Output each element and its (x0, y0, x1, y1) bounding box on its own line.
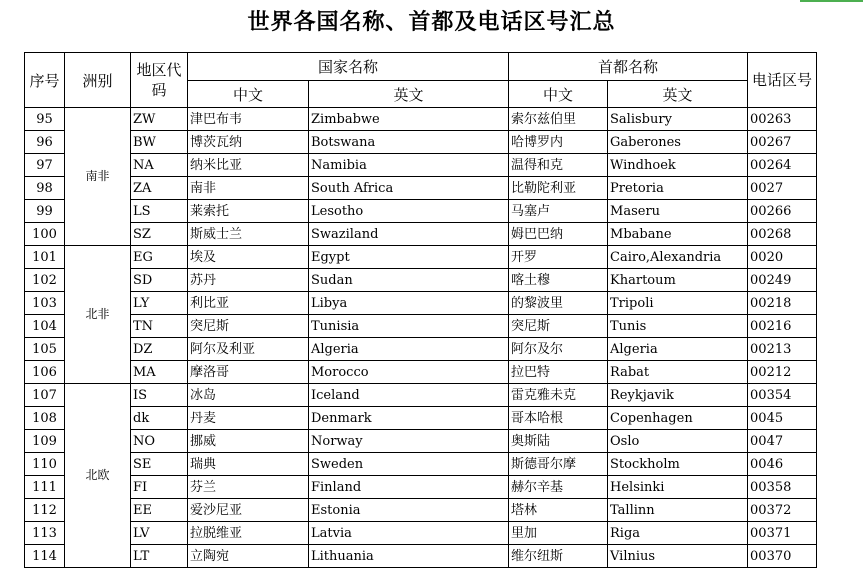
cell-country-zh: 苏丹 (188, 269, 309, 292)
cell-capital-zh: 维尔纽斯 (509, 545, 608, 568)
cell-capital-en: Khartoum (608, 269, 748, 292)
cell-region-code: SD (131, 269, 188, 292)
table-row (25, 223, 817, 246)
cell-phone-code: 0020 (748, 246, 817, 269)
cell-country-zh: 立陶宛 (188, 545, 309, 568)
cell-capital-zh: 温得和克 (509, 154, 608, 177)
cell-phone-code: 00370 (748, 545, 817, 568)
cell-country-zh: 埃及 (188, 246, 309, 269)
cell-phone-code: 00218 (748, 292, 817, 315)
cell-country-en: Estonia (309, 499, 509, 522)
cell-capital-zh: 马塞卢 (509, 200, 608, 223)
cell-seq: 107 (25, 384, 65, 407)
cell-region-code: NA (131, 154, 188, 177)
cell-country-en: Namibia (309, 154, 509, 177)
table-row (25, 430, 817, 453)
table-row (25, 476, 817, 499)
cell-region-code: dk (131, 407, 188, 430)
cell-phone-code: 0046 (748, 453, 817, 476)
cell-country-zh: 斯威士兰 (188, 223, 309, 246)
cell-seq: 111 (25, 476, 65, 499)
table-row (25, 453, 817, 476)
window-accent-line (800, 0, 863, 2)
cell-country-en: Lithuania (309, 545, 509, 568)
cell-capital-en: Mbabane (608, 223, 748, 246)
cell-country-zh: 丹麦 (188, 407, 309, 430)
cell-capital-zh: 赫尔辛基 (509, 476, 608, 499)
cell-capital-en: Salisbury (608, 108, 748, 131)
cell-capital-zh: 哈博罗内 (509, 131, 608, 154)
cell-country-en: Botswana (309, 131, 509, 154)
cell-country-en: Tunisia (309, 315, 509, 338)
cell-phone-code: 00216 (748, 315, 817, 338)
cell-seq: 99 (25, 200, 65, 223)
cell-seq: 109 (25, 430, 65, 453)
cell-phone-code: 00249 (748, 269, 817, 292)
cell-region-code: SE (131, 453, 188, 476)
cell-country-en: Libya (309, 292, 509, 315)
table-row (25, 108, 817, 131)
cell-capital-zh: 的黎波里 (509, 292, 608, 315)
cell-country-zh: 拉脱维亚 (188, 522, 309, 545)
cell-capital-en: Copenhagen (608, 407, 748, 430)
table-row (25, 200, 817, 223)
cell-seq: 103 (25, 292, 65, 315)
table-row (25, 131, 817, 154)
cell-capital-en: Pretoria (608, 177, 748, 200)
country-table (24, 52, 817, 568)
cell-country-zh: 莱索托 (188, 200, 309, 223)
table-header (25, 53, 817, 108)
table-row (25, 177, 817, 200)
cell-region-code: TN (131, 315, 188, 338)
table-body (25, 108, 817, 568)
cell-capital-zh: 比勒陀利亚 (509, 177, 608, 200)
cell-country-zh: 博茨瓦纳 (188, 131, 309, 154)
cell-country-zh: 摩洛哥 (188, 361, 309, 384)
cell-capital-zh: 喀土穆 (509, 269, 608, 292)
header-region-code: 地区代码 (131, 53, 188, 108)
cell-region-code: ZW (131, 108, 188, 131)
cell-capital-zh: 塔林 (509, 499, 608, 522)
cell-region-code: EG (131, 246, 188, 269)
header-continent: 洲别 (65, 53, 131, 108)
cell-region-code: NO (131, 430, 188, 453)
cell-capital-en: Vilnius (608, 545, 748, 568)
cell-country-en: Sweden (309, 453, 509, 476)
cell-seq: 101 (25, 246, 65, 269)
cell-capital-en: Maseru (608, 200, 748, 223)
cell-seq: 98 (25, 177, 65, 200)
cell-capital-zh: 索尔兹伯里 (509, 108, 608, 131)
table-row (25, 315, 817, 338)
header-country-zh: 中文 (188, 81, 309, 108)
table-row (25, 269, 817, 292)
cell-region-code: IS (131, 384, 188, 407)
cell-capital-zh: 里加 (509, 522, 608, 545)
cell-phone-code: 00358 (748, 476, 817, 499)
cell-seq: 100 (25, 223, 65, 246)
table-row (25, 499, 817, 522)
cell-seq: 97 (25, 154, 65, 177)
cell-phone-code: 0027 (748, 177, 817, 200)
cell-country-en: Norway (309, 430, 509, 453)
cell-capital-en: Tallinn (608, 499, 748, 522)
cell-country-en: Iceland (309, 384, 509, 407)
cell-country-en: Egypt (309, 246, 509, 269)
cell-seq: 105 (25, 338, 65, 361)
cell-seq: 95 (25, 108, 65, 131)
cell-phone-code: 00266 (748, 200, 817, 223)
cell-country-zh: 阿尔及利亚 (188, 338, 309, 361)
cell-region-code: SZ (131, 223, 188, 246)
cell-capital-zh: 奥斯陆 (509, 430, 608, 453)
cell-capital-zh: 雷克雅未克 (509, 384, 608, 407)
cell-country-zh: 芬兰 (188, 476, 309, 499)
cell-continent: 南非 (65, 108, 131, 246)
cell-continent: 北欧 (65, 384, 131, 568)
cell-capital-en: Rabat (608, 361, 748, 384)
cell-region-code: ZA (131, 177, 188, 200)
cell-region-code: LT (131, 545, 188, 568)
cell-country-en: Latvia (309, 522, 509, 545)
cell-capital-en: Oslo (608, 430, 748, 453)
cell-seq: 102 (25, 269, 65, 292)
cell-seq: 106 (25, 361, 65, 384)
cell-country-en: South Africa (309, 177, 509, 200)
cell-seq: 112 (25, 499, 65, 522)
header-capital-name: 首都名称 (509, 53, 748, 81)
cell-phone-code: 00371 (748, 522, 817, 545)
header-phone-code: 电话区号 (748, 53, 817, 108)
cell-country-zh: 利比亚 (188, 292, 309, 315)
table-row (25, 292, 817, 315)
cell-region-code: BW (131, 131, 188, 154)
cell-country-en: Sudan (309, 269, 509, 292)
cell-region-code: LY (131, 292, 188, 315)
table-row (25, 246, 817, 269)
cell-region-code: LV (131, 522, 188, 545)
table-row (25, 522, 817, 545)
cell-capital-en: Tripoli (608, 292, 748, 315)
cell-capital-zh: 突尼斯 (509, 315, 608, 338)
cell-country-zh: 瑞典 (188, 453, 309, 476)
cell-continent: 北非 (65, 246, 131, 384)
cell-capital-en: Reykjavik (608, 384, 748, 407)
table-row (25, 361, 817, 384)
cell-phone-code: 00267 (748, 131, 817, 154)
cell-region-code: FI (131, 476, 188, 499)
cell-region-code: EE (131, 499, 188, 522)
cell-phone-code: 0045 (748, 407, 817, 430)
header-capital-zh: 中文 (509, 81, 608, 108)
cell-capital-en: Gaberones (608, 131, 748, 154)
table-row (25, 154, 817, 177)
cell-capital-en: Stockholm (608, 453, 748, 476)
cell-capital-zh: 哥本哈根 (509, 407, 608, 430)
header-seq: 序号 (25, 53, 65, 108)
cell-region-code: DZ (131, 338, 188, 361)
table-row (25, 407, 817, 430)
cell-country-zh: 挪威 (188, 430, 309, 453)
cell-capital-zh: 斯德哥尔摩 (509, 453, 608, 476)
header-country-en: 英文 (309, 81, 509, 108)
cell-country-zh: 纳米比亚 (188, 154, 309, 177)
cell-phone-code: 00354 (748, 384, 817, 407)
cell-country-en: Denmark (309, 407, 509, 430)
cell-seq: 108 (25, 407, 65, 430)
cell-region-code: LS (131, 200, 188, 223)
cell-capital-zh: 姆巴巴纳 (509, 223, 608, 246)
cell-capital-en: Riga (608, 522, 748, 545)
cell-country-en: Finland (309, 476, 509, 499)
cell-capital-zh: 开罗 (509, 246, 608, 269)
cell-country-zh: 突尼斯 (188, 315, 309, 338)
cell-phone-code: 00212 (748, 361, 817, 384)
cell-seq: 110 (25, 453, 65, 476)
page-title: 世界各国名称、首都及电话区号汇总 (247, 10, 616, 35)
cell-capital-en: Tunis (608, 315, 748, 338)
cell-seq: 104 (25, 315, 65, 338)
cell-country-zh: 冰岛 (188, 384, 309, 407)
cell-country-en: Algeria (309, 338, 509, 361)
cell-phone-code: 00264 (748, 154, 817, 177)
header-country-name: 国家名称 (188, 53, 509, 81)
cell-capital-zh: 拉巴特 (509, 361, 608, 384)
cell-region-code: MA (131, 361, 188, 384)
cell-country-en: Swaziland (309, 223, 509, 246)
table-row (25, 545, 817, 568)
table-row (25, 384, 817, 407)
header-capital-en: 英文 (608, 81, 748, 108)
cell-seq: 114 (25, 545, 65, 568)
cell-phone-code: 00263 (748, 108, 817, 131)
cell-seq: 113 (25, 522, 65, 545)
cell-capital-zh: 阿尔及尔 (509, 338, 608, 361)
cell-seq: 96 (25, 131, 65, 154)
table-row (25, 338, 817, 361)
cell-capital-en: Cairo,Alexandria (608, 246, 748, 269)
cell-country-en: Morocco (309, 361, 509, 384)
cell-capital-en: Algeria (608, 338, 748, 361)
cell-capital-en: Helsinki (608, 476, 748, 499)
cell-country-en: Lesotho (309, 200, 509, 223)
cell-country-zh: 津巴布韦 (188, 108, 309, 131)
cell-country-en: Zimbabwe (309, 108, 509, 131)
cell-capital-en: Windhoek (608, 154, 748, 177)
cell-phone-code: 0047 (748, 430, 817, 453)
cell-phone-code: 00213 (748, 338, 817, 361)
cell-country-zh: 南非 (188, 177, 309, 200)
cell-phone-code: 00372 (748, 499, 817, 522)
cell-phone-code: 00268 (748, 223, 817, 246)
cell-country-zh: 爱沙尼亚 (188, 499, 309, 522)
